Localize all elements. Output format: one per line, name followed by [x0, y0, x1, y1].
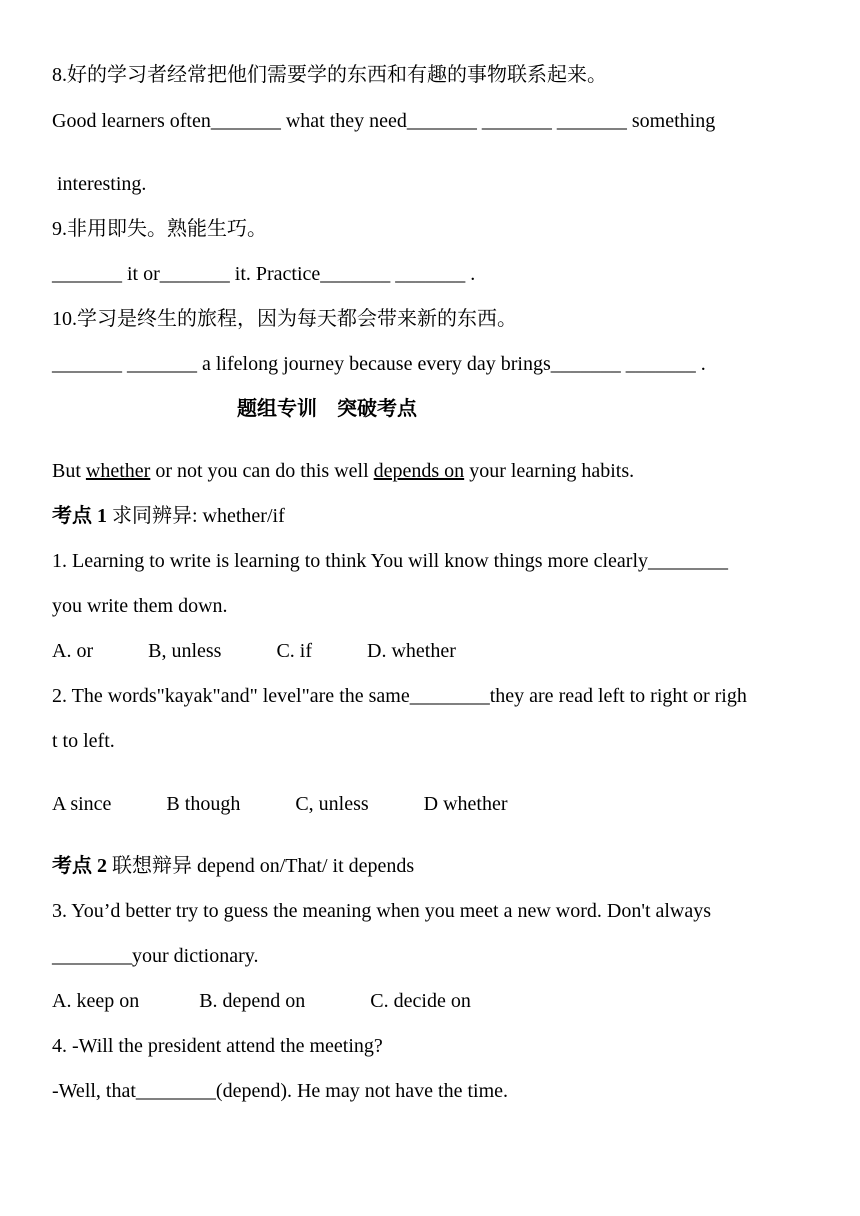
q8-english-line1: Good learners often_______ what they need_______ _______ _______ something: [52, 110, 716, 132]
exercise-1-line1: 1. Learning to write is learning to think You will know things more clearly________: [52, 550, 729, 572]
section-title: 题组专训 突破考点: [237, 398, 417, 420]
q10-chinese: 10.学习是终生的旅程，因为每天都会带来新的东西。: [52, 308, 517, 330]
exercise-1-line2: you write them down.: [52, 595, 228, 617]
q9-english: _______ it or_______ it. Practice_______ _______ .: [52, 263, 476, 285]
exercise-3-line1: 3. You’d better try to guess the meaning when you meet a new word. Don't always: [52, 900, 712, 922]
exercise-3-options: A. keep on B. depend on C. decide on: [52, 990, 471, 1012]
kaodian-1-heading: 考点 1 求同辨异: whether/if: [52, 505, 285, 527]
exercise-4-question: 4. -Will the president attend the meeting?: [52, 1035, 383, 1057]
exercise-4-answer-line: -Well, that________(depend). He may not have the time.: [52, 1080, 509, 1102]
exercise-2-line1: 2. The words"kayak"and" level"are the same________they are read left to right or righ: [52, 685, 747, 707]
lead-sentence: But whether or not you can do this well depends on your learning habits.: [52, 460, 635, 482]
exercise-1-options: A. or B, unless C. if D. whether: [52, 640, 456, 662]
underlined-depends-on: depends on: [373, 460, 465, 482]
q9-chinese: 9.非用即失。熟能生巧。: [52, 218, 267, 240]
exercise-2-line2: t to left.: [52, 730, 115, 752]
exercise-2-options: A since B though C, unless D whether: [52, 793, 508, 815]
exercise-3-line2: ________your dictionary.: [52, 945, 259, 967]
q8-chinese: 8.好的学习者经常把他们需要学的东西和有趣的事物联系起来。: [52, 64, 607, 86]
kaodian-2-heading: 考点 2 联想辩异 depend on/That/ it depends: [52, 855, 415, 877]
underlined-whether: whether: [85, 460, 151, 482]
q10-english: _______ _______ a lifelong journey because every day brings_______ _______ .: [52, 353, 706, 375]
q8-english-line2: interesting.: [52, 173, 147, 195]
